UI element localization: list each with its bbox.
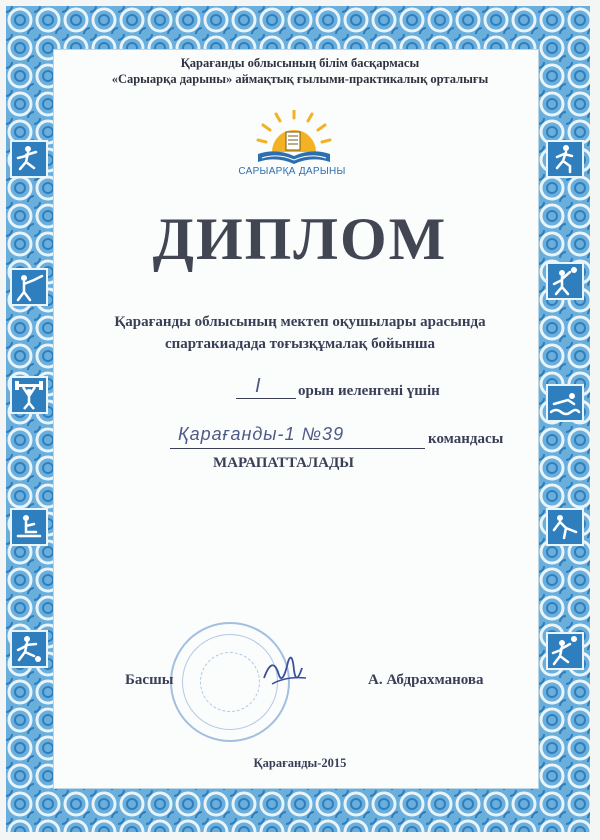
place-handwritten: I [255, 375, 261, 397]
award-text: МАРАПАТТАЛАДЫ [213, 455, 355, 471]
handwritten-signature [258, 648, 310, 696]
team-underline [170, 448, 425, 449]
place-label: орын иеленгені үшін [298, 383, 440, 399]
body-line-2: спартакиадада тоғызқұмалақ бойынша [164, 336, 436, 352]
body-line-1: Қарағанды облысының мектеп оқушылары арасында [114, 314, 486, 330]
team-handwritten: Қарағанды-1 №39 [178, 424, 345, 444]
weightlifting-icon [10, 376, 48, 414]
running-icon [546, 140, 584, 178]
team-label: командасы [428, 431, 504, 447]
swimming-icon [546, 384, 584, 422]
signature-role: Басшы [125, 672, 174, 688]
football-icon [10, 630, 48, 668]
diving-icon [546, 508, 584, 546]
organization-line-1: Қарағанды облысының білім басқармасы [180, 56, 420, 70]
diploma-title: ДИПЛОМ [152, 206, 448, 272]
sledge-icon [10, 508, 48, 546]
organization-line-2: «Сарыарқа дарыны» аймақтық ғылыми-практикалық орталығы [111, 72, 489, 86]
logo-caption: САРЫАРҚА ДАРЫНЫ [238, 166, 346, 177]
handball-icon [546, 632, 584, 670]
place-underline [236, 398, 296, 399]
place-and-year: Қарағанды-2015 [253, 756, 347, 770]
figure-skating-icon [10, 140, 48, 178]
signatory-name: А. Абдрахманова [368, 672, 484, 688]
